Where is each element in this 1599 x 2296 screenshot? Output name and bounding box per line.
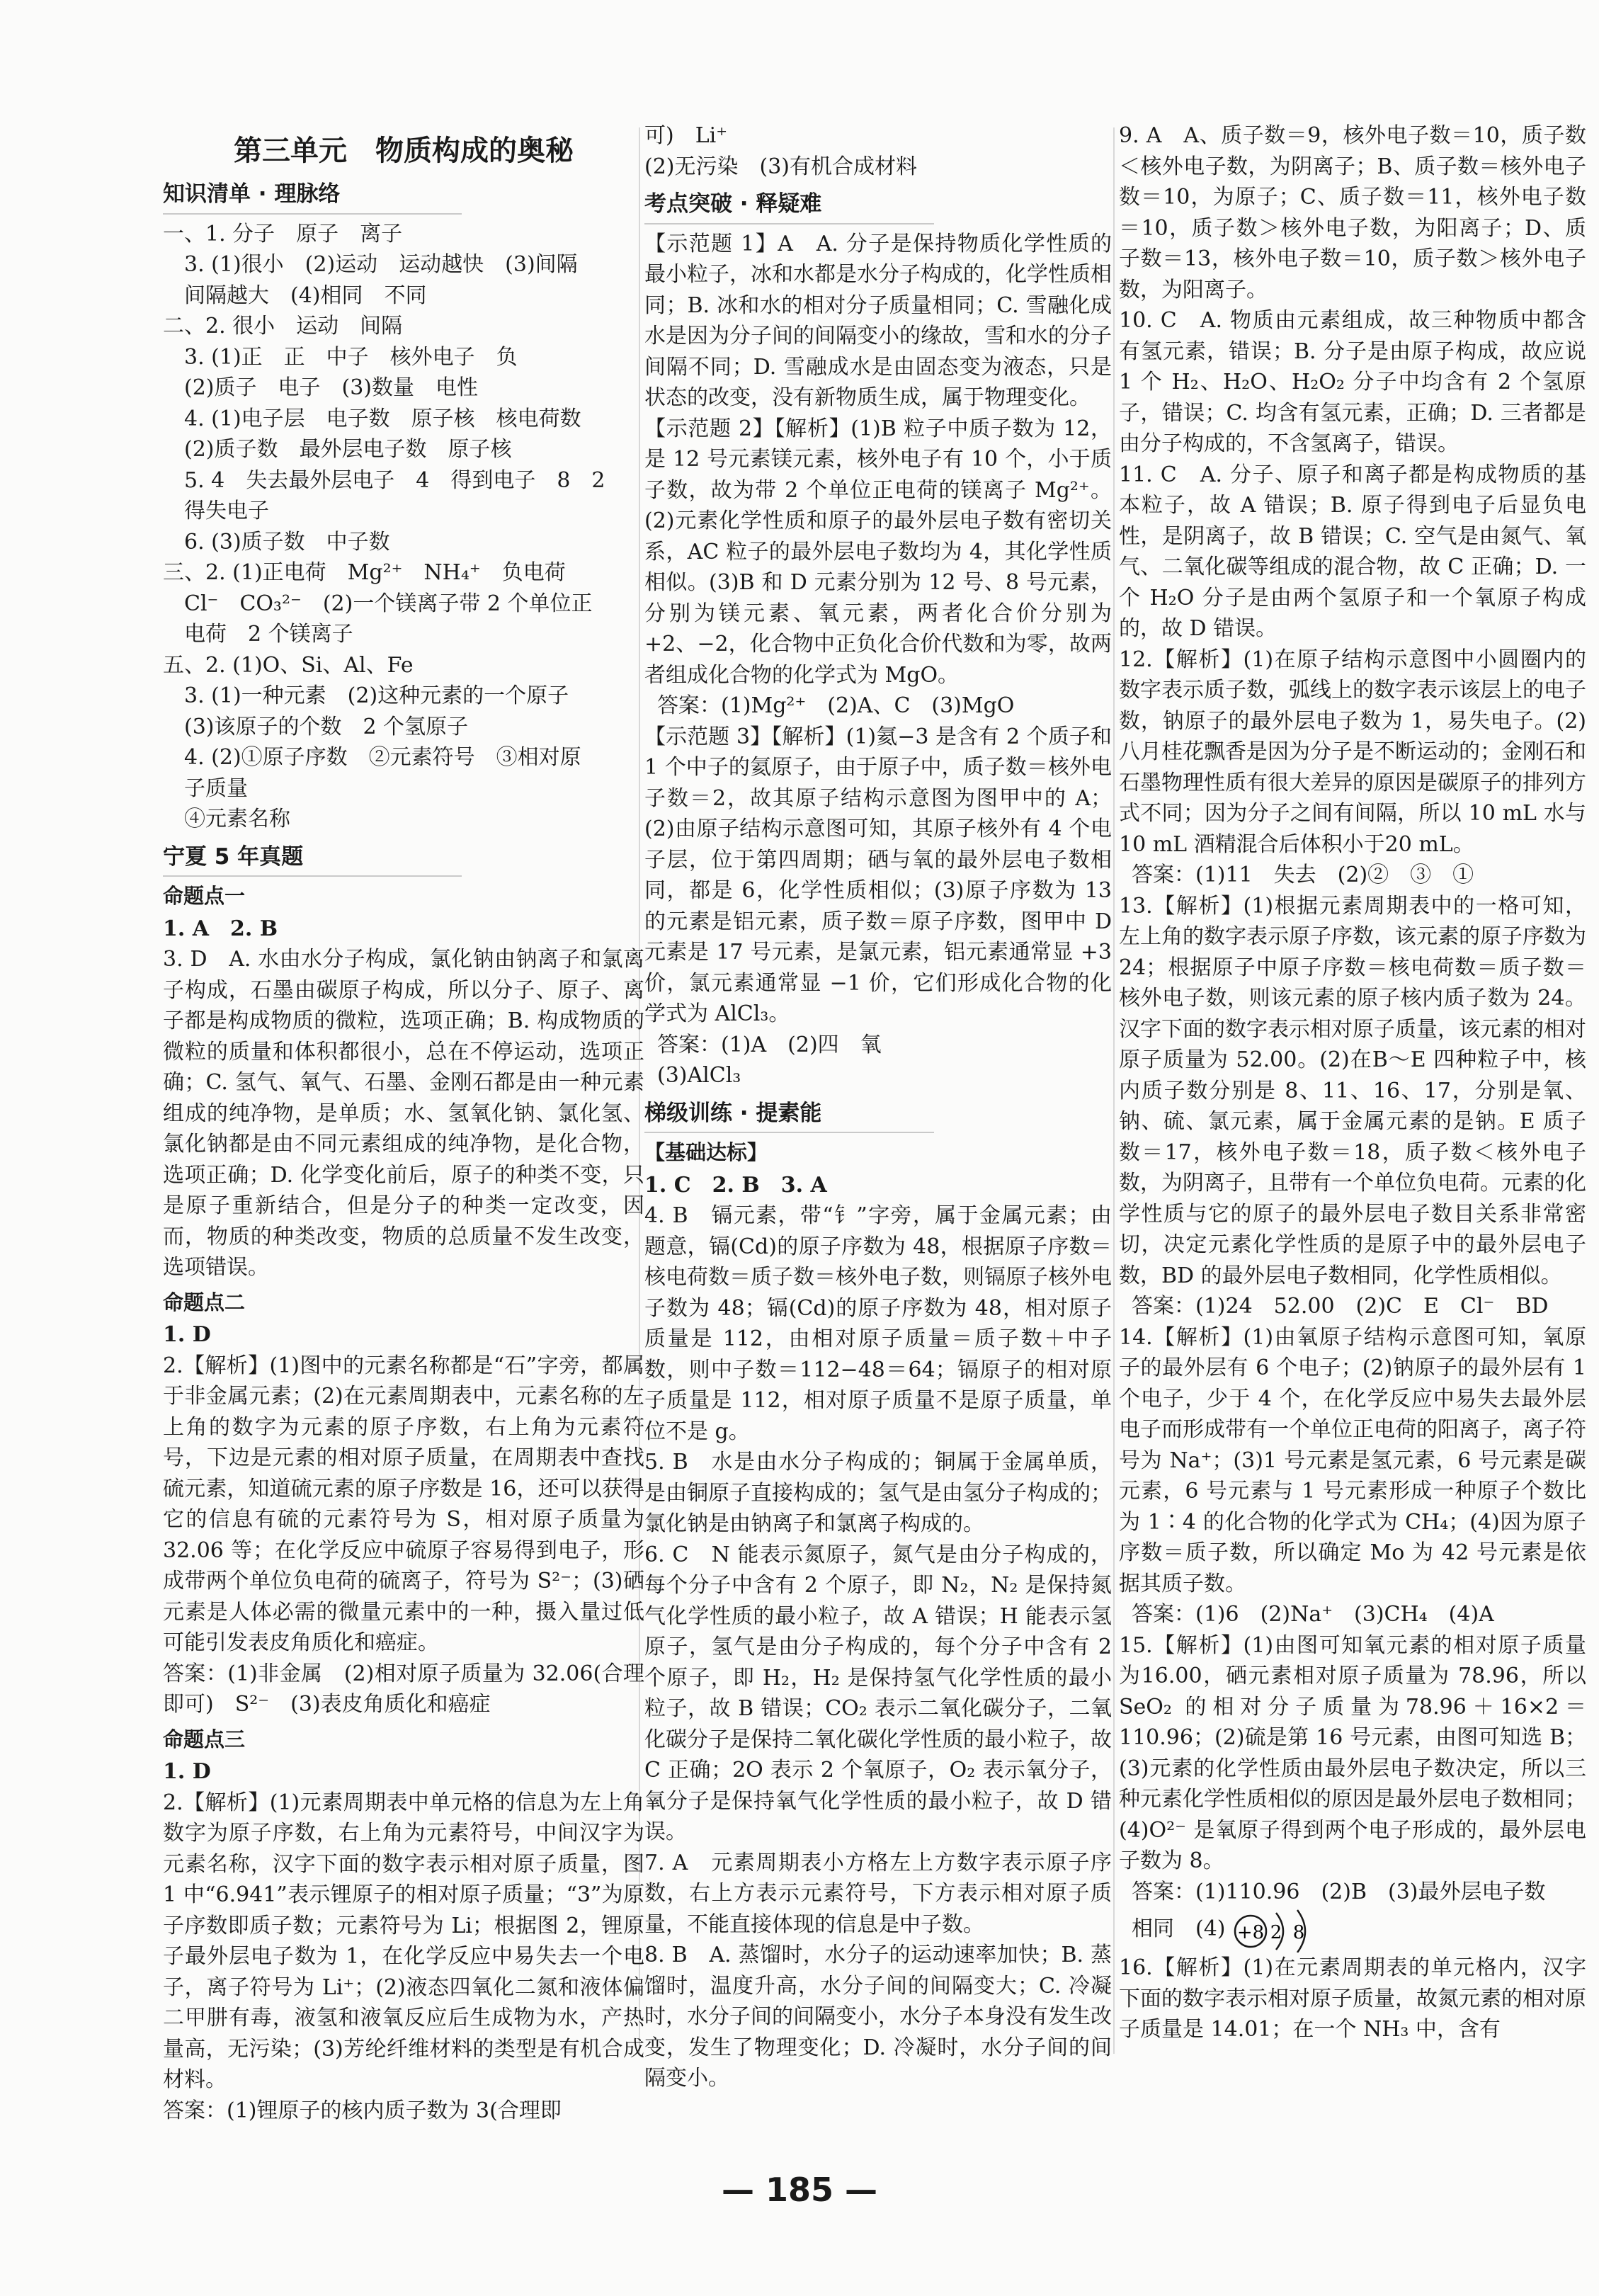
- section-ningxia-exams: 宁夏 5 年真题: [163, 842, 462, 877]
- answer-line: (3)AlCl₃: [657, 1063, 741, 1088]
- continued-line: 可) Li⁺: [644, 123, 728, 148]
- question-item: 16.【解析】(1)在元素周期表的单元格内，汉字下面的数字表示相对原子质量，故氮元素的相对原子质量是 14.01；在一个 NH₃ 中，含有: [1119, 1955, 1586, 2042]
- list-line: 6. (3)质子数 中子数: [163, 529, 390, 555]
- question-item: 12.【解析】(1)在原子结构示意图中小圆圈内的数字表示质子数，弧线上的数字表示该层上的电子数，钠原子的最外层电子数为 1，易失电子。(2)八月桂花飘香是因为分子是不断运动的；金刚石和石墨物理性质有很大差异的原因是碳原子的排列方式不同；因为分子之间有间隔，所以 10 mL 水与 10 mL 酒精混合后体积小于20 mL。: [1119, 647, 1586, 857]
- answer-line: 答案：(1)锂原子的核内质子数为 3(合理即: [163, 2098, 562, 2123]
- answer-line: 答案：(1)24 52.00 (2)C E Cl⁻ BD: [1132, 1294, 1549, 1319]
- list-line: 五、2. (1)O、Si、Al、Fe: [163, 652, 414, 678]
- answer-line: 1. D: [163, 1322, 211, 1347]
- question-item: 3. D A. 水由水分子构成，氯化钠由钠离子和氯离子构成，石墨由碳原子构成，所以分子、原子、离子都是构成物质的微粒，选项正确；B. 构成物质的微粒的质量和体积都很小，总在不停运动，选项正确；C. 氢气、氧气、石墨、金刚石都是由一种元素组成的纯净物，是单质；水、氢氧化钠、氯化氢、氯化钠都是由不同元素组成的纯净物，是化合物，选项正确；D. 化学变化前后，原子的种类不变，只是原子重新结合，但是分子的种类一定改变，因而，物质的种类改变，物质的总质量不发生改变，选项错误。: [163, 947, 644, 1280]
- list-line: 二、2. 很小 运动 间隔: [163, 314, 403, 339]
- section-knowledge-list: 知识清单 · 理脉络: [163, 179, 462, 215]
- list-line: 电荷 2 个镁离子: [163, 622, 353, 647]
- list-line: 3. (1)一种元素 (2)这种元素的一个原子: [163, 683, 569, 708]
- question-item: 9. A A、质子数＝9，核外电子数＝10，质子数＜核外电子数，为阴离子；B、质子数＝核外电子数＝10，为原子；C、质子数＝11，核外电子数＝10，质子数＞核外电子数，为阳离子；D、质子数＝13，核外电子数＝10，质子数＞核外电子数，为阳离子。: [1119, 123, 1586, 302]
- answer-line: 答案：(1)Mg²⁺ (2)A、C (3)MgO: [657, 693, 1015, 718]
- question-item: 2.【解析】(1)元素周期表中单元格的信息为左上角数字为原子序数，右上角为元素符号，中间汉字为元素名称，汉字下面的数字表示相对原子质量，图 1 中“6.941”表示锂原子的相对原子质量；“3”为原子序数即质子数；元素符号为 Li；根据图 2，锂原子最外层电子数为 1，在化学反应中易失去一个电子，离子符号为 Li⁺；(2)液态四氧化二氮和液体偏二甲肼有毒，液氢和液氧反应后生成物为水，产热量高，无污染；(3)芳纶纤维材料的类型是有机合成材料。: [163, 1790, 644, 2092]
- question-item: 8. B A. 蒸馏时，水分子的运动速率加快；B. 蒸馏时，温度升高，水分子间的间隔变大；C. 冷凝时，水分子间的间隔变小，水分子本身没有发生改变，发生了物理变化；D. 冷凝时，水分子间的间隔变小。: [644, 1943, 1112, 2091]
- question-item: 11. C A. 分子、原子和离子都是构成物质的基本粒子，故 A 错误；B. 原子得到电子后显负电性，是阴离子，故 B 错误；C. 空气是由氮气、氧气、二氧化碳等组成的混合物，故 C 正确；D. 一个 H₂O 分子是由两个氢原子和一个氧原子构成的，故 D 错误。: [1119, 462, 1586, 641]
- column-3: [1119, 120, 1586, 2045]
- question-item: 6. C N 能表示氮原子，氮气是由分子构成的，每个分子中含有 2 个原子，即 N₂，N₂ 是保持氮气化学性质的最小粒子，故 A 错误；H 能表示氢原子，氢气是由分子构成的，每个分子中含有 2 个原子，即 H₂，H₂ 是保持氢气化学性质的最小粒子，故 B 错误；CO₂ 表示二氧化碳分子，二氧化碳分子是保持二氧化碳化学性质的最小粒子，故 C 正确；2O 表示 2 个氧原子，O₂ 表示氧分子，氧分子是保持氧气化学性质的最小粒子，故 D 错误。: [644, 1542, 1112, 1844]
- list-line: 子质量: [163, 775, 248, 801]
- section-training: 梯级训练 · 提素能: [644, 1098, 934, 1134]
- list-line: 3. (1)正 正 中子 核外电子 负: [163, 344, 518, 370]
- shell-electrons: 8: [1292, 1922, 1305, 1943]
- list-line: (3)该原子的个数 2 个氢原子: [163, 714, 469, 739]
- list-line: 三、2. (1)正电荷 Mg²⁺ NH₄⁺ 负电荷: [163, 560, 566, 585]
- topic-heading: 命题点三: [163, 1727, 246, 1751]
- list-line: 5. 4 失去最外层电子 4 得到电子 8 2: [163, 467, 605, 493]
- answer-line: 1. A 2. B: [163, 916, 278, 941]
- question-item: 4. B 镉元素，带“钅”字旁，属于金属元素；由题意，镉(Cd)的原子序数为 48，根据原子序数＝核电荷数＝质子数＝核外电子数，则镉原子核外电子数为 48；镉(Cd)的原子序数为 48，相对原子质量是 112，由相对原子质量＝质子数＋中子数，则中子数＝112−48＝64；镉原子的相对原子质量是 112，相对原子质量不是原子质量，单位不是 g。: [644, 1203, 1112, 1444]
- answer-line: 答案：(1)A (2)四 氧: [657, 1032, 882, 1057]
- list-line: 3. (1)很小 (2)运动 运动越快 (3)间隔: [163, 252, 578, 277]
- answer-line: 答案：(1)6 (2)Na⁺ (3)CH₄ (4)A: [1132, 1602, 1494, 1627]
- nucleus-charge: +8: [1236, 1922, 1265, 1943]
- knowledge-list: [163, 219, 644, 835]
- section-key-points: 考点突破 · 释疑难: [644, 189, 934, 225]
- answer-line: 1. D: [163, 1759, 211, 1784]
- list-line: 4. (2)①原子序数 ②元素符号 ③相对原: [163, 745, 581, 770]
- list-line: 得失电子: [163, 499, 269, 523]
- example-item: 【示范题 1】A A. 分子是保持物质化学性质的最小粒子，冰和水都是水分子构成的，化学性质相同；B. 冰和水的相对分子质量相同；C. 雪融化成水是因为分子间的间隔变小的缘故，雪和水的分子间隔不同；D. 雪融成水是由固态变为液态，只是状态的改变，没有新物质生成，属于物理变化。: [644, 231, 1112, 410]
- topic-heading: 命题点一: [163, 884, 246, 908]
- column-2: [644, 120, 1112, 2094]
- answer-line: 答案：(1)11 失去 (2)② ③ ①: [1132, 863, 1474, 887]
- question-item: 14.【解析】(1)由氧原子结构示意图可知，氧原子的最外层有 6 个电子；(2)钠原子的最外层有 1 个电子，少于 4 个，在化学反应中易失去最外层电子而形成带有一个单位正电荷的阳离子，离子符号为 Na⁺；(3)1 号元素是氢元素，6 号元素是碳元素，6 号元素与 1 号元素形成一种原子个数比为 1∶4 的化合物的化学式为 CH₄；(4)因为原子序数＝质子数，所以确定 Mo 为 42 号元素是依据其质子数。: [1119, 1324, 1586, 1596]
- topic-heading: 【基础达标】: [644, 1140, 768, 1164]
- question-item: 15.【解析】(1)由图可知氧元素的相对原子质量为16.00，硒元素相对原子质量为 78.96，所以 SeO₂ 的相对分子质量为78.96＋16×2＝110.96；(2)硫是第 16 号元素，由图可知选 B；(3)元素的化学性质由最外层电子数决定，所以三种元素化学性质相似的原因是最外层电子数相同；(4)O²⁻ 是氧原子得到两个电子形成的，最外层电子数为 8。: [1119, 1632, 1586, 1873]
- question-item: 2.【解析】(1)图中的元素名称都是“石”字旁，都属于非金属元素；(2)在元素周期表中，元素名称的左上角的数字为元素的原子序数，右上角为元素符号，下边是元素的相对原子质量，在周期表中查找硫元素，知道硫元素的原子序数是 16，还可以获得它的信息有硫的元素符号为 S，相对原子质量为 32.06 等；在化学反应中硫原子容易得到电子，形成带两个单位负电荷的硫离子，符号为 S²⁻；(3)硒元素是人体必需的微量元素中的一种，摄入量过低可能引发表皮角质化和癌症。: [163, 1353, 644, 1655]
- answer-line: 答案：(1)110.96 (2)B (3)最外层电子数: [1132, 1879, 1546, 1904]
- list-line: (2)质子 电子 (3)数量 电性: [163, 375, 478, 400]
- column-1: [163, 131, 644, 2126]
- page-number: — 185 —: [721, 2171, 878, 2209]
- question-item: 7. A 元素周期表小方格左上方数字表示原子序数，右上方表示元素符号，下方表示相对原子质量，不能直接体现的信息是中子数。: [644, 1850, 1112, 1937]
- list-line: ④元素名称: [163, 807, 290, 831]
- continued-line: (2)无污染 (3)有机合成材料: [644, 154, 917, 179]
- answer-text: 相同 (4): [1132, 1916, 1226, 1941]
- shell-electrons: 2: [1270, 1922, 1282, 1943]
- list-line: 4. (1)电子层 电子数 原子核 核电荷数: [163, 406, 581, 431]
- question-item: 10. C A. 物质由元素组成，故三种物质中都含有氢元素，错误；B. 分子是由原子构成，故应说 1 个 H₂、H₂O、H₂O₂ 分子中均含有 2 个氢原子，错误；C. 均含有氢元素，正确；D. 三者都是由分子构成的，不含氢离子，错误。: [1119, 308, 1586, 456]
- question-item: 13.【解析】(1)根据元素周期表中的一格可知，左上角的数字表示原子序数，该元素的原子序数为 24；根据原子中原子序数＝核电荷数＝质子数＝核外电子数，则该元素的原子核内质子数为 24。汉字下面的数字表示相对原子质量，该元素的相对原子质量为 52.00。(2)在B～E 四种粒子中，核内质子数分别是 8、11、16、17，分别是氧、钠、硫、氯元素，属于金属元素的是钠。E 质子数＝17，核外电子数＝18，质子数＜核外电子数，为阴离子，且带有一个单位负电荷。元素的化学性质与它的原子的最外层电子数目关系非常密切，决定元素化学性质的是原子中的最外层电子数，BD 的最外层电子数相同，化学性质相似。: [1119, 893, 1586, 1288]
- answer-line-with-diagram: [1119, 1907, 1586, 1953]
- example-item: 【示范题 3】【解析】(1)氦−3 是含有 2 个质子和 1 个中子的氦原子，由于原子中，质子数＝核外电子数＝2，故其原子结构示意图为图甲中的 A；(2)由原子结构示意图可知，其原子核外有 4 个电子层，位于第四周期；硒与氧的最外层电子数相同，都是 6，化学性质相似；(3)原子序数为 13 的元素是铝元素，质子数＝原子序数，图甲中 D 元素是 17 号元素，是氯元素，铝元素通常显 +3 价，氯元素通常显 −1 价，它们形成化合物的化学式为 AlCl₃。: [644, 724, 1112, 1026]
- list-line: Cl⁻ CO₃²⁻ (2)一个镁离子带 2 个单位正: [163, 591, 593, 616]
- answer-line: 答案：(1)非金属 (2)相对原子质量为 32.06(合理即可) S²⁻ (3)表皮角质化和癌症: [163, 1661, 644, 1717]
- oxygen-ion-structure-diagram: [1232, 1907, 1338, 1953]
- list-line: 一、1. 分子 原子 离子: [163, 221, 403, 246]
- unit-title: 第三单元 物质构成的奥秘: [234, 135, 574, 167]
- list-line: (2)质子数 最外层电子数 原子核: [163, 437, 512, 462]
- question-item: 5. B 水是由水分子构成的；铜属于金属单质，是由铜原子直接构成的；氢气是由氢分子构成的；氯化钠是由钠离子和氯离子构成的。: [644, 1450, 1112, 1536]
- list-line: 间隔越大 (4)相同 不同: [163, 283, 427, 308]
- answer-line: 1. C 2. B 3. A: [644, 1172, 827, 1198]
- example-item: 【示范题 2】【解析】(1)B 粒子中质子数为 12，是 12 号元素镁元素，核外电子有 10 个，小于质子数，故为带 2 个单位正电荷的镁离子 Mg²⁺。(2)元素化学性质和原子的最外层电子数有密切关系，AC 粒子的最外层电子数均为 4，其化学性质相似。(3)B 和 D 元素分别为 12 号、8 号元素，分别为镁元素、氧元素，两者化合价分别为 +2、−2，化合物中正负化合价代数和为零，故两者组成化合物的化学式为 MgO。: [644, 416, 1112, 688]
- topic-heading: 命题点二: [163, 1290, 246, 1314]
